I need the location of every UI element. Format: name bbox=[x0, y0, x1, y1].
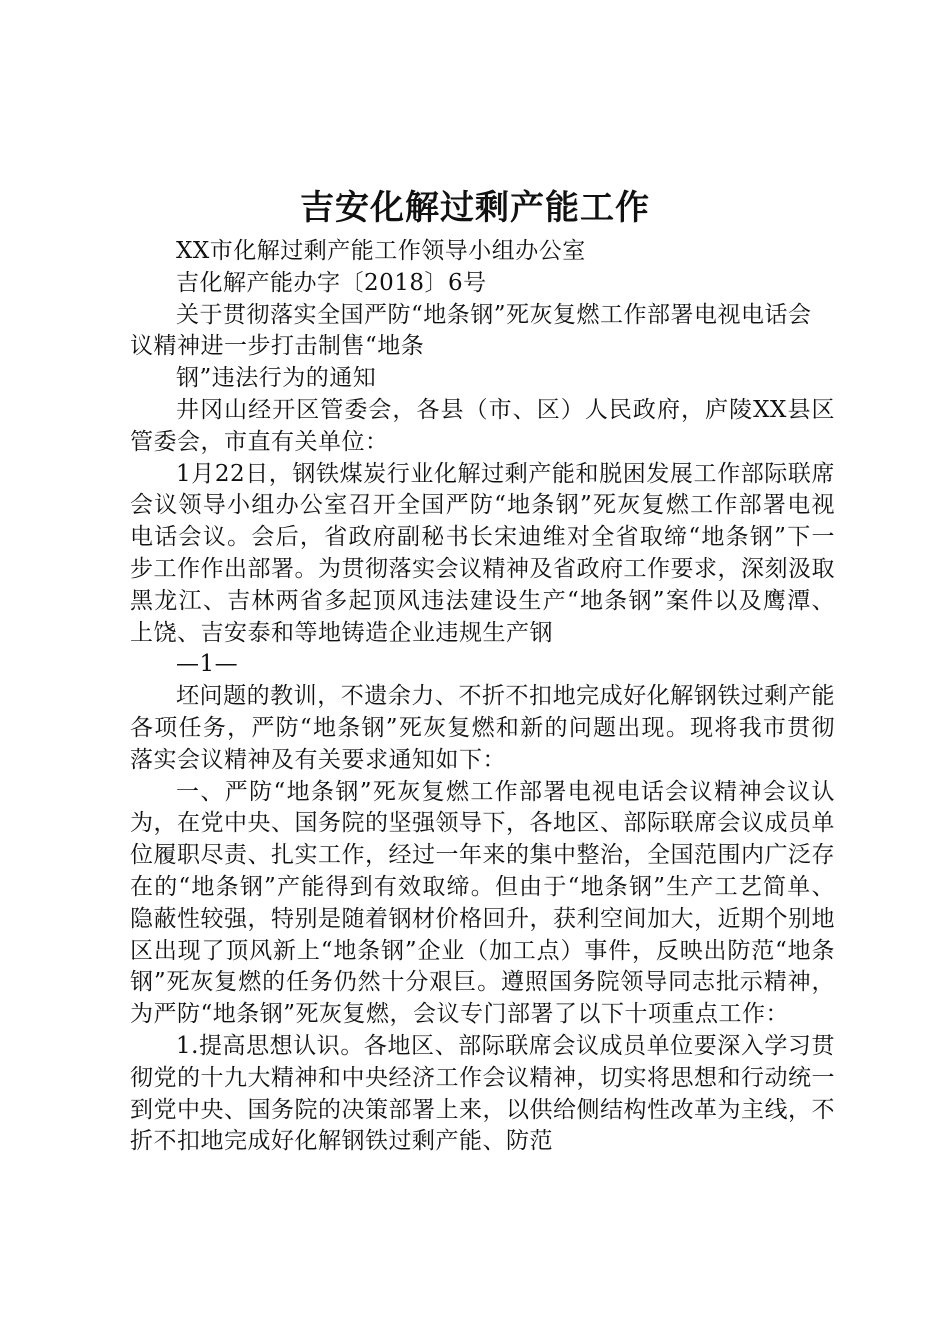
page-number: —1— bbox=[176, 651, 239, 678]
section-1-meeting-spirit: 一、严防“地条钢”死灰复燃工作部署电视电话会议精神会议认为，在党中央、国务院的坚强领导下，各地区、部际联席会议成员单位履职尽责、扎实工作，经过一年来的集中整治，全国范围内广泛存在的“地条钢”产能得到有效取缔。但由于“地条钢”生产工艺简单、隐蔽性较强，特别是随着钢材价格回升，获利空间加大，近期个别地区出现了顶风新上“地条钢”企业（加工点）事件，反映出防范“地条钢”死灰复燃的任务仍然十分艰巨。遵照国务院领导同志批示精神，为严防“地条钢”死灰复燃，会议专门部署了以下十项重点工作： bbox=[130, 778, 835, 1028]
document-body bbox=[130, 236, 835, 1158]
notice-title-line-1: 关于贯彻落实全国严防“地条钢”死灰复燃工作部署电视电话会议精神进一步打击制售“地条 bbox=[130, 301, 812, 360]
notice-title-line-2: 钢”违法行为的通知 bbox=[176, 365, 377, 392]
document-number: 吉化解产能办字〔2018〕6号 bbox=[176, 269, 487, 296]
paragraph-lessons: 坯问题的教训，不遗余力、不折不扣地完成好化解钢铁过剩产能各项任务，严防“地条钢”死灰复燃和新的问题出现。现将我市贯彻落实会议精神及有关要求通知如下： bbox=[130, 683, 835, 773]
document-title: 吉安化解过剩产能工作 bbox=[300, 188, 650, 228]
paragraph-meeting-background: 1月22日，钢铁煤炭行业化解过剩产能和脱困发展工作部际联席会议领导小组办公室召开全国严防“地条钢”死灰复燃工作部署电视电话会议。会后，省政府副秘书长宋迪维对全省取缔“地条钢”下一步工作作出部署。为贯彻落实会议精神及省政府工作要求，深刻汲取黑龙江、吉林两省多起顶风违法建设生产“地条钢”案件以及鹰潭、上饶、吉安泰和等地铸造企业违规生产钢 bbox=[130, 460, 835, 646]
issuing-office: XX市化解过剩产能工作领导小组办公室 bbox=[176, 238, 586, 264]
item-1-raise-awareness: 1.提高思想认识。各地区、部际联席会议成员单位要深入学习贯彻党的十九大精神和中央经济工作会议精神，切实将思想和行动统一到党中央、国务院的决策部署上来，以供给侧结构性改革为主线，不折不扣地完成好化解钢铁过剩产能、防范 bbox=[130, 1032, 835, 1155]
recipients: 井冈山经开区管委会，各县（市、区）人民政府，庐陵XX县区管委会，市直有关单位： bbox=[130, 396, 835, 455]
